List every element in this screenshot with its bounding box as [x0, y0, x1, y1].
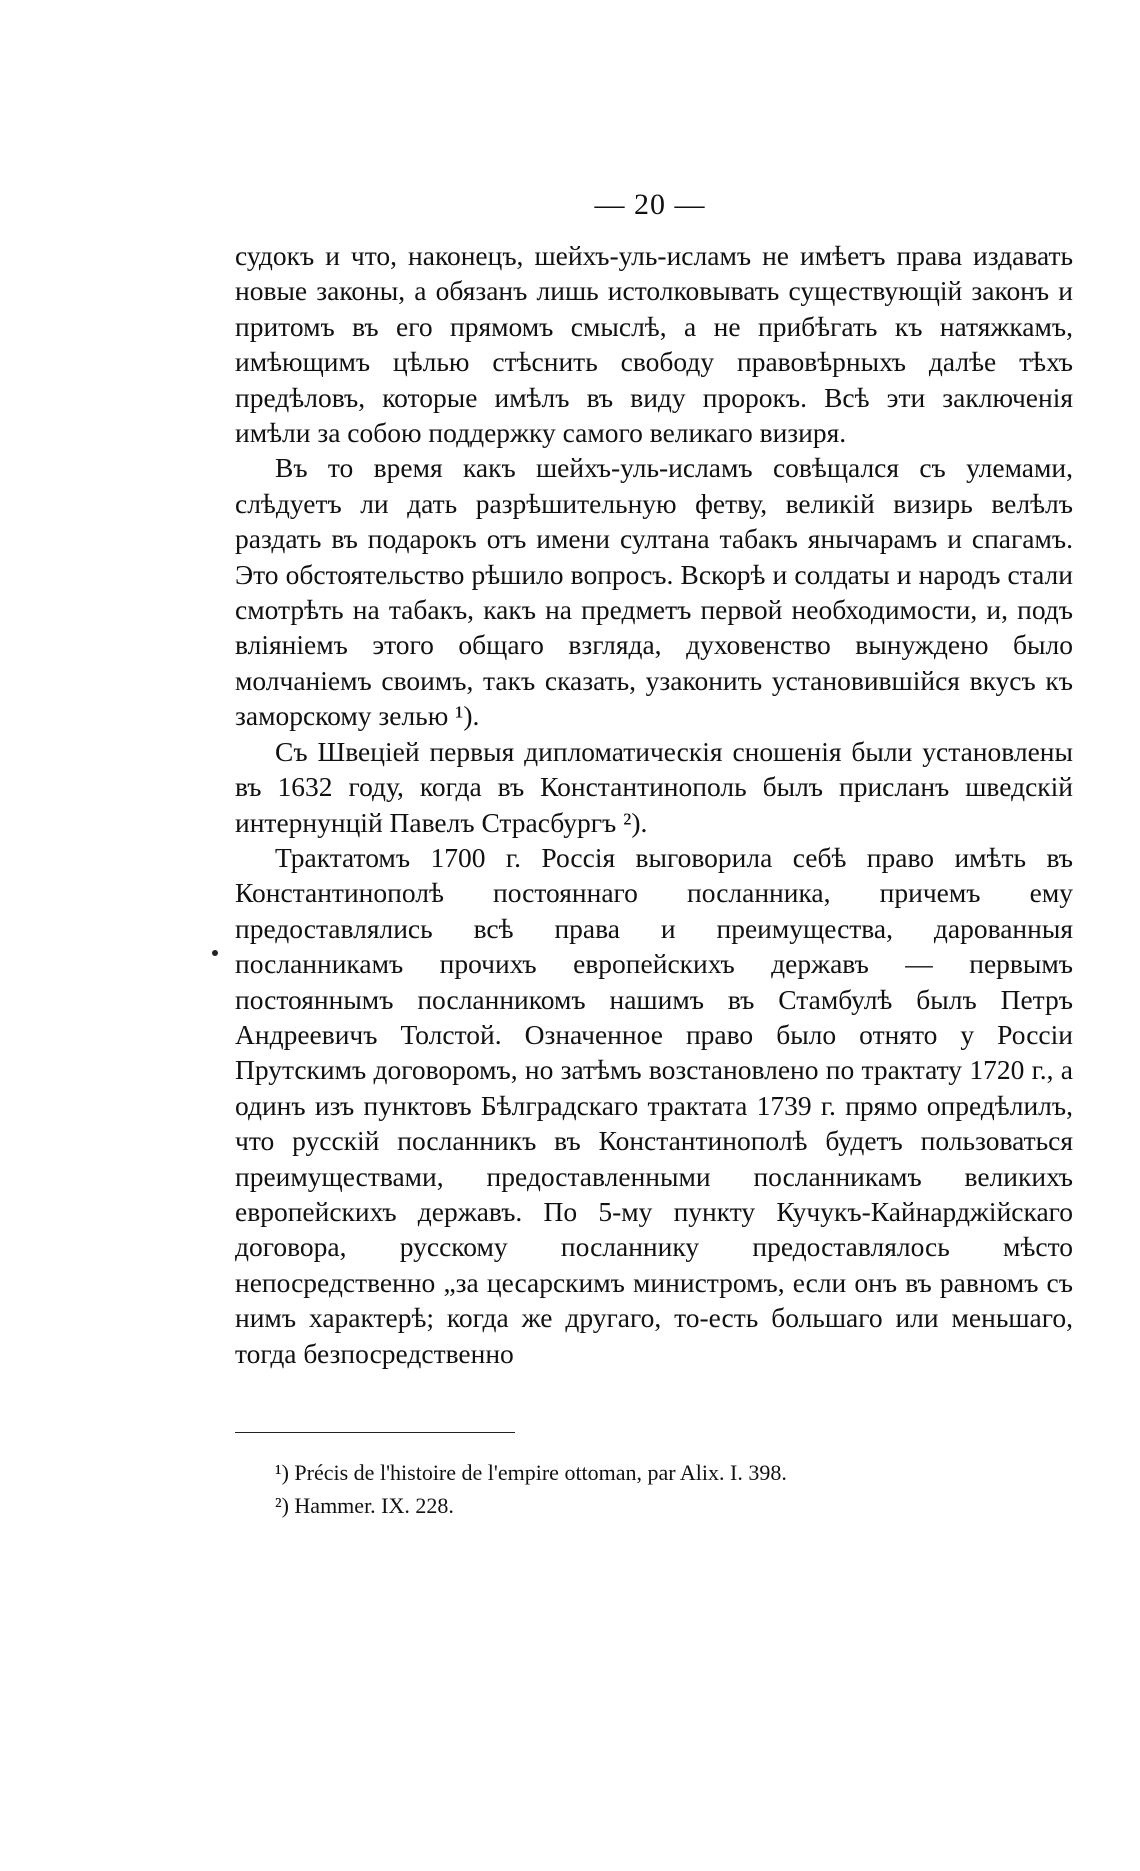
paragraph-sweden: Съ Швеціей первыя дипломатическія сношенія были установлены въ 1632 году, когда въ Константинополь былъ присланъ шведскій интернунцій Павелъ Страсбургъ ²).: [235, 735, 1073, 838]
footnotes: [275, 1456, 1035, 1522]
footnote-1: ¹) Précis de l'histoire de l'empire ottoman, par Alix. I. 398.: [275, 1460, 787, 1485]
page-number: — 20 —: [594, 188, 706, 221]
paragraph-continuation: судокъ и что, наконецъ, шейхъ-уль-исламъ не имѣетъ права издавать новые законы, а обязанъ лишь истолковывать существующій законъ и притомъ въ его прямомъ смыслѣ, а не прибѣгать къ натяжкамъ, имѣющимъ цѣлью стѣснить свободу правовѣрныхъ далѣе тѣхъ предѣловъ, которые имѣлъ въ виду пророкъ. Всѣ эти заключенія имѣли за собою поддержку самого великаго визиря.: [235, 240, 1073, 449]
body-text: [235, 238, 1073, 1371]
footnote-divider: [235, 1432, 515, 1433]
paragraph-russia: Трактатомъ 1700 г. Россія выговорила себѣ право имѣть въ Константинополѣ постояннаго посланника, причемъ ему предоставлялись всѣ права и преимущества, дарованныя посланникамъ прочихъ европейскихъ державъ — первымъ постояннымъ посланникомъ нашимъ въ Стамбулѣ былъ Петръ Андреевичъ Толстой. Означенное право было отнято у Россіи Прутскимъ договоромъ, но затѣмъ возстановлено по трактату 1720 г., а одинъ изъ пунктовъ Бѣлградскаго трактата 1739 г. прямо опредѣлилъ, что русскій посланникъ въ Константинополѣ будетъ пользоваться преимуществами, предоставленными посланникамъ великихъ европейскихъ державъ. По 5-му пункту Кучукъ-Кайнарджійскаго договора, русскому посланнику предоставлялось мѣсто непосредственно „за цесарскимъ министромъ, если онъ въ равномъ съ нимъ характерѣ; когда же другаго, то-есть большаго или меньшаго, тогда безпосредственно: [235, 841, 1073, 1369]
footnote-2: ²) Hammer. IX. 228.: [275, 1493, 454, 1518]
paragraph-tobacco: Въ то время какъ шейхъ-уль-исламъ совѣщался съ улемами, слѣдуетъ ли дать разрѣшительную фетву, великій визирь велѣлъ раздать въ подарокъ отъ имени султана табакъ янычарамъ и спагамъ. Это обстоятельство рѣшило вопросъ. Вскорѣ и солдаты и народъ стали смотрѣть на табакъ, какъ на предметъ первой необходимости, и, подъ вліяніемъ этого общаго взгляда, духовенство вынуждено было молчаніемъ своимъ, такъ сказать, узаконить установившійся вкусъ къ заморскому зелью ¹).: [235, 452, 1073, 732]
margin-dot: [212, 950, 218, 956]
